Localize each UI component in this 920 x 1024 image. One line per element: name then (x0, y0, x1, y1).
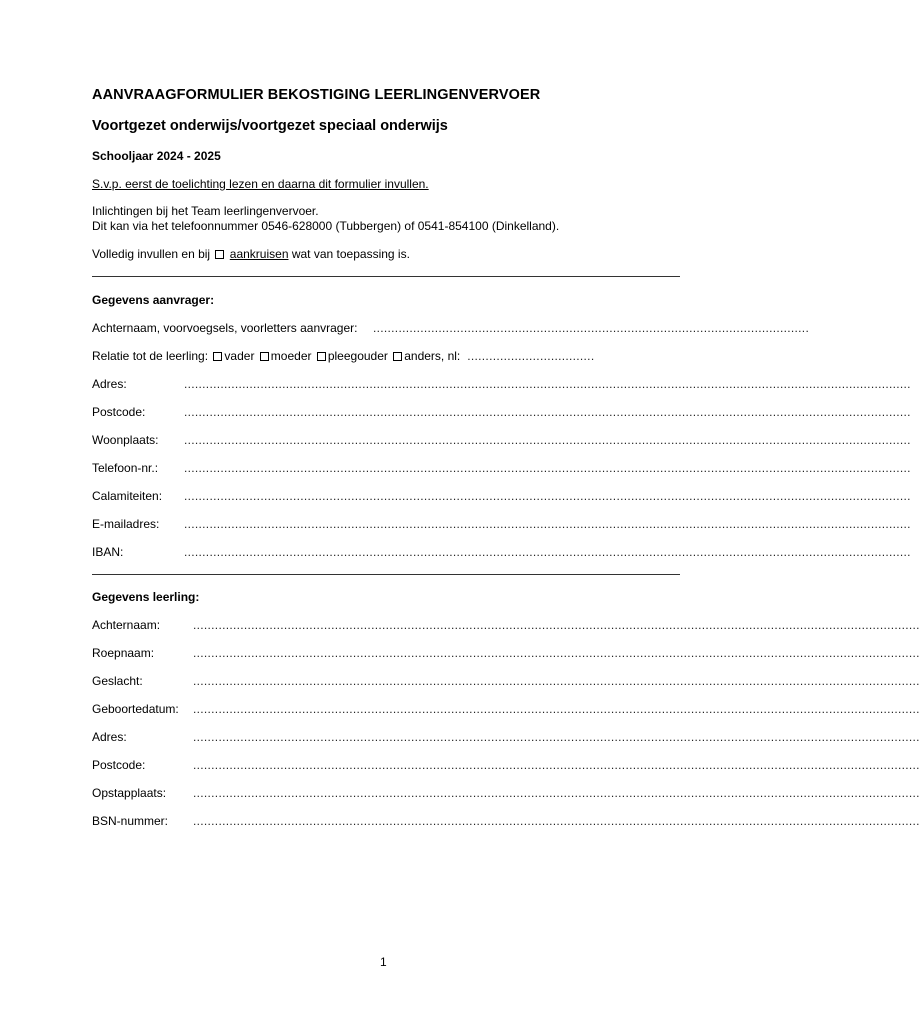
fill-line[interactable]: ........................................................................................................................................................................................................ (184, 405, 911, 419)
field-label: Woonplaats: (92, 433, 159, 447)
field-label: Calamiteiten: (92, 489, 163, 503)
fill-instruction (92, 247, 410, 261)
relation-option-label: pleegouder (327, 349, 388, 363)
field-row (92, 545, 911, 561)
field-row (92, 517, 911, 533)
field-row (92, 405, 911, 421)
field-label: Geboortedatum: (92, 702, 179, 716)
relation-option-label: vader (224, 349, 255, 363)
section-divider (92, 276, 680, 277)
fill-line[interactable]: ........................................................................................................................................................................................................ (193, 646, 920, 660)
form-title: AANVRAAGFORMULIER BEKOSTIGING LEERLINGENVERVOER (92, 87, 541, 103)
section-divider (92, 574, 680, 575)
field-label: Telefoon-nr.: (92, 461, 159, 475)
checkbox-moeder[interactable] (260, 352, 269, 361)
field-label: Adres: (92, 377, 127, 391)
field-label: Postcode: (92, 405, 146, 419)
fill-line[interactable]: ........................................................................................................................................................................................................ (184, 461, 911, 475)
info-line-1: Inlichtingen bij het Team leerlingenvervoer. (92, 204, 319, 218)
checkbox-pleegouder[interactable] (317, 352, 326, 361)
relation-label: Relatie tot de leerling: (92, 349, 209, 363)
field-row (92, 730, 920, 746)
field-row (92, 489, 911, 505)
read-instructions-note: S.v.p. eerst de toelichting lezen en daarna dit formulier invullen. (92, 177, 429, 191)
field-label: Roepnaam: (92, 646, 155, 660)
field-label: IBAN: (92, 545, 124, 559)
field-row (92, 461, 911, 477)
fill-line[interactable]: ........................................................................................................................................................................................................ (184, 433, 911, 447)
section-heading-leerling: Gegevens leerling: (92, 590, 200, 604)
field-label: Achternaam: (92, 618, 161, 632)
field-row (92, 814, 920, 830)
field-row (92, 433, 911, 449)
fill-line[interactable]: ........................................................................................................................................................................................................ (193, 618, 920, 632)
fill-line[interactable]: ........................................................................................................................................................................................................ (193, 702, 920, 716)
field-row (92, 646, 920, 662)
instruction-pre: Volledig invullen en bij (92, 247, 211, 261)
relation-option-label: anders, nl: (404, 349, 461, 363)
field-row (92, 786, 920, 802)
form-subtitle: Voortgezet onderwijs/voortgezet speciaal onderwijs (92, 118, 448, 134)
field-label: Postcode: (92, 758, 146, 772)
field-row-name-aanvrager (92, 321, 810, 337)
checkbox-icon (215, 250, 224, 259)
info-line-2: Dit kan via het telefoonnummer 0546-628000 (Tubbergen) of 0541-854100 (Dinkelland). (92, 219, 560, 233)
field-row (92, 618, 920, 634)
field-row (92, 758, 920, 774)
checkbox-vader[interactable] (213, 352, 222, 361)
relation-option-label: moeder (270, 349, 312, 363)
fill-line[interactable]: ........................................................................................................................................................................................................ (193, 786, 920, 800)
fill-line[interactable]: ........................................................................................................................ (373, 321, 810, 335)
fill-line[interactable]: ........................................................................................................................................................................................................ (184, 517, 911, 531)
school-year: Schooljaar 2024 - 2025 (92, 149, 221, 163)
field-row (92, 702, 920, 718)
fill-line[interactable]: ................................... (463, 349, 595, 363)
section-heading-aanvrager: Gegevens aanvrager: (92, 293, 215, 307)
fill-line[interactable]: ........................................................................................................................................................................................................ (193, 730, 920, 744)
instruction-link: aankruisen (229, 247, 289, 261)
field-label: Adres: (92, 730, 127, 744)
fill-line[interactable]: ........................................................................................................................................................................................................ (184, 545, 911, 559)
instruction-post: wat van toepassing is. (291, 247, 410, 261)
fill-line[interactable]: ........................................................................................................................................................................................................ (193, 674, 920, 688)
field-label: E-mailadres: (92, 517, 160, 531)
fill-line[interactable]: ........................................................................................................................................................................................................ (193, 758, 920, 772)
field-row (92, 674, 920, 690)
field-label: Achternaam, voorvoegsels, voorletters aanvrager: (92, 321, 358, 335)
checkbox-anders[interactable] (393, 352, 402, 361)
fill-line[interactable]: ........................................................................................................................................................................................................ (184, 489, 911, 503)
field-label: BSN-nummer: (92, 814, 169, 828)
field-label: Opstapplaats: (92, 786, 167, 800)
fill-line[interactable]: ........................................................................................................................................................................................................ (184, 377, 911, 391)
fill-line[interactable]: ........................................................................................................................................................................................................ (193, 814, 920, 828)
field-row (92, 377, 911, 393)
relation-row (92, 349, 594, 363)
page-number: 1 (380, 955, 387, 969)
field-label: Geslacht: (92, 674, 143, 688)
